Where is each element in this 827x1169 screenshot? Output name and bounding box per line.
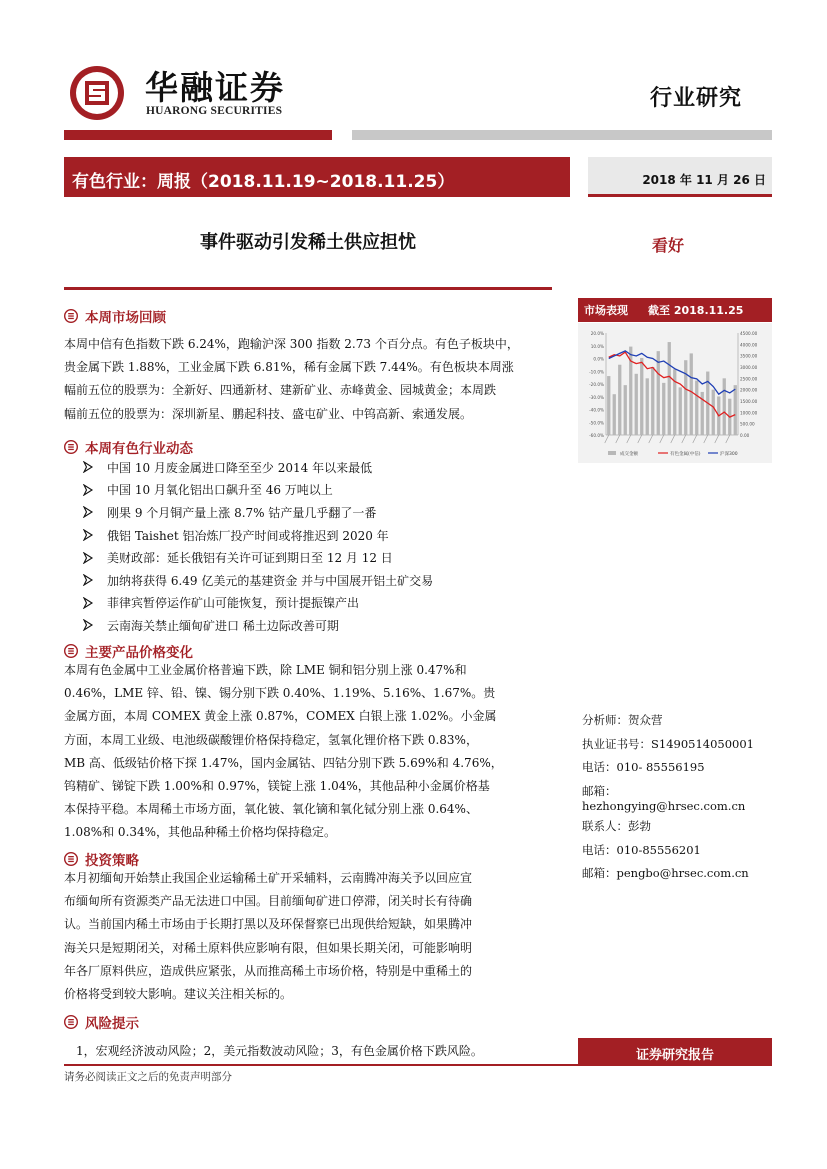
section-marker-icon bbox=[64, 1015, 78, 1029]
volume-bar bbox=[657, 351, 660, 435]
text-line: 年各厂原料供应，造成供应紧张，从而推高稀土市场价格，特别是中重稀土的 bbox=[64, 963, 473, 978]
tick-label-left: -30.0% bbox=[589, 394, 604, 400]
tick-label-left: 10.0% bbox=[590, 343, 604, 349]
volume-bar bbox=[679, 387, 682, 435]
contact-name: 联系人：彭勃 bbox=[582, 819, 651, 833]
volume-bar bbox=[723, 378, 726, 435]
x-tick-mark bbox=[704, 435, 708, 443]
x-tick-mark bbox=[660, 435, 664, 443]
text-line: 金属方面，本周 COMEX 黄金上涨 0.87%，COMEX 白银上涨 1.02%。小金属 bbox=[64, 709, 497, 724]
headline: 事件驱动引发稀土供应担忧 bbox=[200, 232, 416, 253]
report-title: 有色行业：周报（2018.11.19~2018.11.25） bbox=[64, 157, 570, 197]
text-line: 布缅甸所有资源类产品无法进口中国。目前缅甸矿进口停滞，闭关时长有待确 bbox=[64, 894, 473, 909]
section-marker-icon bbox=[64, 644, 78, 658]
x-tick-mark bbox=[638, 435, 642, 443]
series-line bbox=[609, 352, 736, 417]
market-performance-chart bbox=[578, 323, 772, 463]
legend-swatch bbox=[608, 451, 616, 455]
volume-bar bbox=[613, 394, 616, 435]
industry-news-list bbox=[82, 456, 552, 637]
tick-label-left: -20.0% bbox=[589, 382, 604, 387]
volume-bar bbox=[635, 374, 638, 435]
volume-bar bbox=[618, 365, 621, 435]
text-line: 幅前五位的股票为：深圳新星、鹏起科技、盛屯矿业、中钨高新、索通发展。 bbox=[64, 406, 473, 421]
report-date: 2018 年 11 月 26 日 bbox=[588, 157, 772, 197]
list-item bbox=[82, 524, 552, 547]
text-line: 认。当前国内稀土市场由于长期打黑以及环保督察已出现供给短缺，如果腾冲 bbox=[64, 917, 473, 932]
brand-name-english: HUARONG SECURITIES bbox=[146, 105, 283, 117]
headline-divider bbox=[64, 287, 552, 290]
tick-label-left: 20.0% bbox=[590, 331, 604, 336]
arrow-bullet-icon bbox=[82, 619, 94, 631]
tick-label-right: 4000.00 bbox=[740, 342, 758, 348]
arrow-bullet-icon bbox=[82, 461, 94, 473]
list-item bbox=[82, 592, 552, 615]
volume-bar bbox=[607, 376, 610, 435]
report-category-label: 证券研究报告 bbox=[578, 1038, 772, 1066]
news-item-text: 中国 10 月氧化铝出口飙升至 46 万吨以上 bbox=[107, 483, 333, 498]
news-item-text: 云南海关禁止缅甸矿进口 稀土边际改善可期 bbox=[107, 618, 339, 633]
analyst-info bbox=[582, 712, 772, 813]
market-performance-label: 市场表现 bbox=[584, 304, 628, 317]
x-tick-mark bbox=[616, 435, 620, 443]
text-line: 0.46%，LME 锌、铅、镍、锡分别下跌 0.40%、1.19%、5.16%、1.67%。贵 bbox=[64, 686, 496, 701]
text-line: 本保持平稳。本周稀土市场方面，氧化铍、氧化镝和氧化铽分别上涨 0.64%、 bbox=[64, 802, 478, 817]
tick-label-right: 500.00 bbox=[740, 421, 755, 427]
news-item-text: 加纳将获得 6.49 亿美元的基建资金 并与中国展开铝土矿交易 bbox=[107, 573, 434, 588]
list-item bbox=[82, 456, 552, 479]
footer-divider bbox=[64, 1064, 578, 1066]
section-marker-icon bbox=[64, 309, 78, 323]
volume-bar bbox=[646, 378, 649, 435]
tick-label-right: 3500.00 bbox=[740, 353, 758, 359]
arrow-bullet-icon bbox=[82, 597, 94, 609]
tick-label-right: 4500.00 bbox=[740, 331, 758, 336]
risk-text: 1，宏观经济波动风险；2，美元指数波动风险；3，有色金属价格下跌风险。 bbox=[76, 1044, 483, 1058]
tick-label-right: 1000.00 bbox=[740, 410, 758, 416]
news-item-text: 刚果 9 个月铜产量上涨 8.7% 钴产量几乎翻了一番 bbox=[107, 505, 377, 520]
section-market-review-heading bbox=[64, 306, 166, 326]
strategy-text bbox=[64, 867, 554, 1006]
volume-bar bbox=[734, 385, 737, 435]
analyst-phone: 电话：010- 85556195 bbox=[582, 760, 705, 774]
text-line: 价格将受到较大影响。建议关注相关标的。 bbox=[64, 987, 293, 1002]
x-tick-mark bbox=[715, 435, 719, 443]
tick-label-left: 0.0% bbox=[593, 356, 604, 362]
section-prices-heading bbox=[64, 641, 193, 661]
list-item bbox=[82, 546, 552, 569]
volume-bar bbox=[624, 385, 627, 435]
legend-label: 有色金属(中信) bbox=[670, 452, 701, 457]
section-title: 主要产品价格变化 bbox=[85, 645, 193, 661]
x-tick-mark bbox=[693, 435, 697, 443]
volume-bar bbox=[712, 390, 715, 435]
list-item bbox=[82, 614, 552, 637]
text-line: 海关只是短期闭关，对稀土原料供应影响有限，但如果长期关闭，可能影响明 bbox=[64, 940, 473, 955]
analyst-name: 分析师：贺众营 bbox=[582, 713, 663, 727]
x-tick-mark bbox=[671, 435, 675, 443]
volume-bar bbox=[690, 353, 693, 435]
text-line: 钨精矿、锑锭下跌 1.00%和 0.97%，镁锭上涨 1.04%，其他品种小金属价格基 bbox=[64, 779, 490, 794]
text-line: 幅前五位的股票为：全新好、四通新材、建新矿业、赤峰黄金、园城黄金；本周跌 bbox=[64, 383, 497, 398]
tick-label-right: 2000.00 bbox=[740, 387, 758, 393]
contact-phone: 电话：010-85556201 bbox=[582, 842, 701, 857]
volume-bar bbox=[673, 369, 676, 435]
arrow-bullet-icon bbox=[82, 506, 94, 518]
huarong-logo-icon bbox=[68, 64, 126, 122]
news-item-text: 菲律宾暂停运作矿山可能恢复，预计提振镍产出 bbox=[107, 596, 360, 611]
contact-info bbox=[582, 818, 772, 889]
x-tick-mark bbox=[649, 435, 653, 443]
text-line: 本周中信有色指数下跌 6.24%，跑输沪深 300 指数 2.73 个百分点。有色子板块中， bbox=[64, 337, 519, 351]
section-title: 本周有色行业动态 bbox=[85, 441, 193, 457]
section-strategy-heading bbox=[64, 849, 139, 869]
report-type: 行业研究 bbox=[650, 85, 743, 111]
section-industry-news-heading bbox=[64, 437, 193, 457]
tick-label-left: -60.0% bbox=[589, 433, 604, 438]
title-band bbox=[64, 157, 772, 197]
text-line: 本月初缅甸开始禁止我国企业运输稀土矿开采辅料，云南腾冲海关予以回应宣 bbox=[64, 871, 473, 885]
tick-label-right: 2500.00 bbox=[740, 376, 758, 382]
analyst-cert: 执业证书号：S1490514050001 bbox=[582, 736, 754, 751]
text-line: MB 高、低级钴价格下探 1.47%，国内金属钴、四钴分别下跌 5.69%和 4.76%， bbox=[64, 755, 503, 770]
volume-bar bbox=[684, 360, 687, 435]
x-tick-mark bbox=[605, 435, 609, 443]
x-tick-mark bbox=[627, 435, 631, 443]
legend-label: 成交金额 bbox=[620, 452, 638, 457]
tick-label-right: 1500.00 bbox=[740, 399, 758, 404]
section-title: 投资策略 bbox=[85, 853, 139, 869]
band-gap bbox=[570, 157, 588, 197]
header-gray-bar bbox=[352, 130, 772, 140]
section-risk-heading bbox=[64, 1012, 139, 1032]
volume-bar bbox=[640, 358, 643, 435]
tick-label-right: 3000.00 bbox=[740, 365, 758, 370]
market-performance-date: 截至 2018.11.25 bbox=[648, 304, 744, 317]
text-line: 贵金属下跌 1.88%，工业金属下跌 6.81%，稀有金属下跌 7.44%。有色板块本周涨 bbox=[64, 360, 514, 375]
rating-badge: 看好 bbox=[652, 236, 685, 255]
x-tick-mark bbox=[726, 435, 730, 443]
news-item-text: 俄铝 Taishet 铝冶炼厂投产时间或将推迟到 2020 年 bbox=[107, 528, 389, 543]
section-marker-icon bbox=[64, 440, 78, 454]
text-line: 方面，本周工业级、电池级碳酸锂价格保持稳定，氢氧化锂价格下跌 0.83%， bbox=[64, 732, 478, 747]
header-accent-bar bbox=[64, 130, 332, 140]
section-marker-icon bbox=[64, 852, 78, 866]
list-item bbox=[82, 479, 552, 502]
x-tick-mark bbox=[682, 435, 686, 443]
analyst-email[interactable]: 邮箱：hezhongying@hrsec.com.cn bbox=[582, 783, 746, 813]
news-item-text: 中国 10 月废金属进口降至至少 2014 年以来最低 bbox=[107, 460, 373, 475]
tick-label-left: -40.0% bbox=[589, 407, 604, 413]
volume-bar bbox=[668, 342, 671, 435]
volume-bar bbox=[662, 383, 665, 435]
list-item bbox=[82, 569, 552, 592]
list-item bbox=[82, 501, 552, 524]
section-title: 风险提示 bbox=[85, 1016, 139, 1032]
market-review-text bbox=[64, 333, 554, 426]
arrow-bullet-icon bbox=[82, 484, 94, 496]
prices-text bbox=[64, 659, 554, 845]
tick-label-left: -10.0% bbox=[589, 369, 604, 375]
tick-label-right: 0.00 bbox=[740, 433, 750, 438]
arrow-bullet-icon bbox=[82, 574, 94, 586]
disclaimer: 请务必阅读正文之后的免责声明部分 bbox=[64, 1071, 232, 1083]
contact-email[interactable]: 邮箱：pengbo@hrsec.com.cn bbox=[582, 866, 749, 880]
arrow-bullet-icon bbox=[82, 552, 94, 564]
brand-name: 华融证券 bbox=[145, 68, 285, 107]
arrow-bullet-icon bbox=[82, 529, 94, 541]
text-line: 1.08%和 0.34%，其他品种稀土价格均保持稳定。 bbox=[64, 825, 337, 840]
market-performance-band bbox=[578, 298, 772, 322]
section-title: 本周市场回顾 bbox=[85, 310, 166, 326]
tick-label-left: -50.0% bbox=[589, 420, 604, 426]
legend-label: 沪深300 bbox=[720, 452, 738, 457]
volume-bar bbox=[651, 367, 654, 435]
text-line: 本周有色金属中工业金属价格普遍下跌，除 LME 铜和铝分别上涨 0.47%和 bbox=[64, 663, 467, 677]
news-item-text: 美财政部：延长俄铝有关许可证到期日至 12 月 12 日 bbox=[107, 551, 393, 566]
volume-bar bbox=[695, 381, 698, 435]
